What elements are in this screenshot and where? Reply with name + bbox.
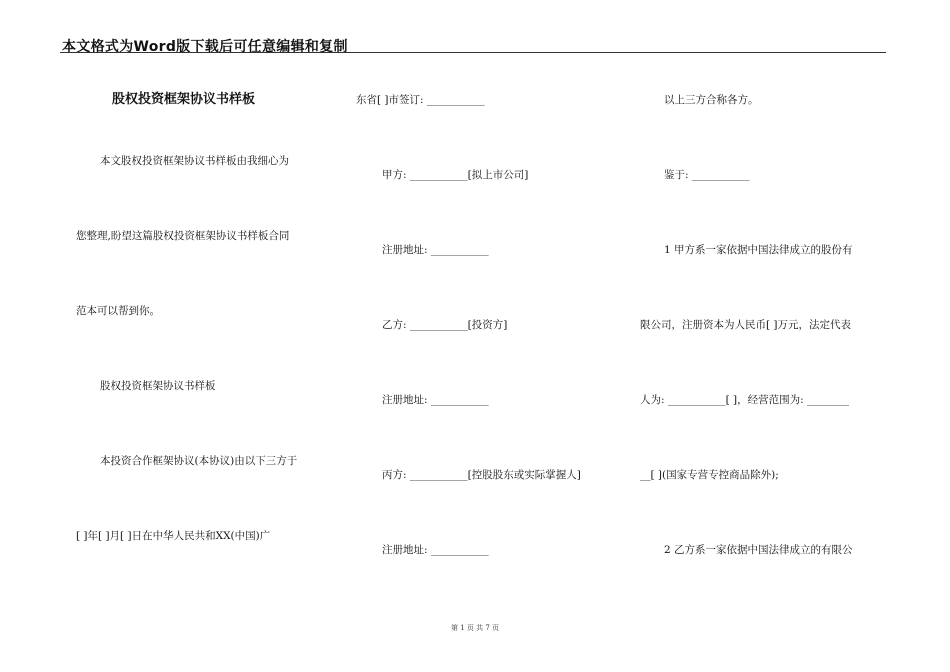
document-title: 股权投资框架协议书样板 [112, 92, 256, 107]
party-a-line: 甲方: ___________[拟上市公司] [382, 169, 529, 181]
paragraph-line: 鉴于: ___________ [664, 169, 750, 181]
paragraph-line: 1 甲方系一家依据中国法律成立的股份有 [664, 244, 853, 256]
paragraph-line: 以上三方合称各方。 [664, 94, 759, 106]
download-banner: 本文格式为Word版下载后可任意编辑和复制 [62, 39, 348, 55]
paragraph-line: 东省[ ]市签订: ___________ [356, 94, 485, 106]
header-divider [60, 52, 886, 53]
paragraph-line: 本文股权投资框架协议书样板由我细心为 [100, 155, 289, 167]
party-b-address: 注册地址: ___________ [382, 394, 489, 406]
paragraph-line: __[ ](国家专营专控商品除外); [640, 469, 779, 481]
party-b-line: 乙方: ___________[投资方] [382, 319, 508, 331]
section-heading: 股权投资框架协议书样板 [100, 380, 216, 392]
paragraph-line: 人为: ___________[ ]，经营范围为: ________ [640, 394, 850, 406]
page-number: 第 1 页 共 7 页 [450, 624, 500, 632]
paragraph-line: 本投资合作框架协议(本协议)由以下三方于 [100, 455, 298, 467]
party-c-line: 丙方: ___________[控股股东或实际掌握人] [382, 469, 581, 481]
paragraph-line: 范本可以帮到你。 [76, 305, 160, 317]
paragraph-line: 2 乙方系一家依据中国法律成立的有限公 [664, 544, 853, 556]
party-c-address: 注册地址: ___________ [382, 544, 489, 556]
paragraph-line: 您整理,盼望这篇股权投资框架协议书样板合同 [76, 230, 290, 242]
paragraph-line: 限公司，注册资本为人民币[ ]万元，法定代表 [640, 319, 852, 331]
party-a-address: 注册地址: ___________ [382, 244, 489, 256]
paragraph-line: [ ]年[ ]月[ ]日在中华人民共和XX(中国)广 [76, 530, 271, 542]
